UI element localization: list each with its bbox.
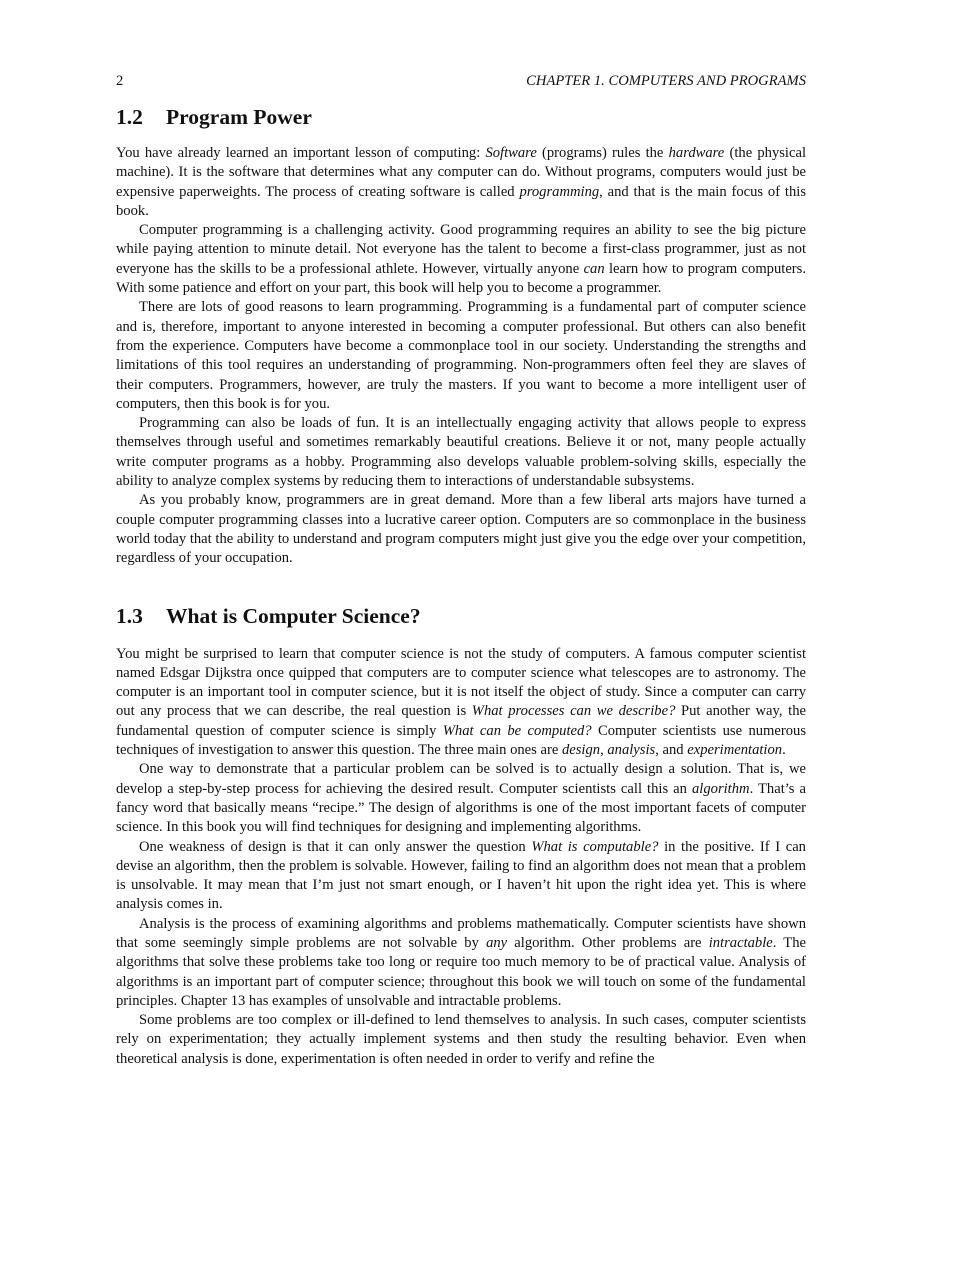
section-heading bbox=[116, 104, 806, 130]
text-run: (programs) rules the bbox=[536, 145, 669, 161]
section-program-power bbox=[116, 104, 806, 569]
text-run: in the positive. If I can devise an algorithm, then the problem is solvable. However, failing to find an algorithm does not mean that a problem is unsolvable. It may mean that I’m just not smart enough, or I haven’t hit upon the right idea yet. This is where analysis comes in. bbox=[116, 838, 806, 913]
text-run: One way to demonstrate that a particular problem can be solved is to actually design a solution. That is, we develop a step-by-step process for achieving the desired result. Computer scientists call this an bbox=[116, 761, 806, 797]
text-run: Computer scientists use numerous techniques of investigation to answer this question. The three main ones are bbox=[116, 722, 807, 759]
emphasized-text: What processes can we describe? bbox=[471, 703, 676, 720]
section-what-is-computer-science bbox=[116, 603, 806, 1070]
text-run: , and bbox=[655, 742, 688, 759]
text-run: . That’s a fancy word that basically means “recipe.” The design of algorithms is one of the most important facets of computer science. In this book you will find techniques for designing and implementing algorithms. bbox=[116, 780, 807, 836]
body-paragraph bbox=[116, 414, 806, 491]
text-run: There are lots of good reasons to learn programming. Programming is a fundamental part of computer science and is, therefore, important to anyone interested in becoming a computer professional. But others can also benefit from the experience. Computers have become a commonplace tool in our society. Understanding the strengths and limitations of this tool requires an understanding of programming. Non-programmers often feel they are slaves of their computers. Programmers, however, are truly the masters. If you want to become a more intelligent user of computers, then this book is for you. bbox=[116, 299, 806, 412]
emphasized-text: experimentation bbox=[687, 742, 783, 759]
text-run: Analysis is the process of examining algorithms and problems mathematically. Computer scientists have shown that some seemingly simple problems are not solvable by bbox=[116, 915, 806, 951]
section-number: 1.2 bbox=[116, 105, 143, 129]
emphasized-text: algorithm bbox=[692, 780, 750, 797]
section-heading bbox=[116, 603, 806, 629]
text-run: , bbox=[600, 742, 608, 759]
body-paragraph bbox=[116, 491, 806, 568]
text-run: Put another way, the fundamental question of computer science is simply bbox=[116, 703, 806, 739]
emphasized-text: intractable bbox=[708, 934, 773, 951]
body-paragraph bbox=[116, 760, 806, 837]
chapter-title: CHAPTER 1. COMPUTERS AND PROGRAMS bbox=[526, 73, 806, 89]
emphasized-text: any bbox=[486, 934, 508, 951]
emphasized-text: programming bbox=[519, 183, 600, 200]
section-body bbox=[116, 645, 806, 1070]
page-number: 2 bbox=[116, 73, 124, 89]
body-paragraph bbox=[116, 298, 806, 414]
text-run: Programming can also be loads of fun. It is an intellectually engaging activity that allows people to express themselves through useful and sometimes remarkably beautiful creations. Believe it or not, many people actually write computer programs as a hobby. Programming also develops valuable problem-solving skills, especially the ability to analyze complex systems by reducing them to interactions of understandable subsystems. bbox=[116, 415, 806, 490]
emphasized-text: can bbox=[583, 260, 605, 277]
body-paragraph bbox=[116, 1011, 806, 1069]
body-paragraph bbox=[116, 221, 806, 298]
section-title: What is Computer Science? bbox=[166, 603, 421, 628]
body-paragraph bbox=[116, 915, 806, 1011]
text-run: Some problems are too complex or ill-defined to lend themselves to analysis. In such cases, computer scientists rely on experimentation; they actually implement systems and then study the resulting behavior. Even when theoretical analysis is done, experimentation is often needed in order to verify and refine the bbox=[116, 1012, 806, 1067]
text-run: One weakness of design is that it can only answer the question bbox=[139, 838, 532, 855]
body-paragraph bbox=[116, 838, 806, 915]
section-body bbox=[116, 144, 806, 569]
running-header bbox=[116, 72, 806, 94]
text-run: As you probably know, programmers are in great demand. More than a few liberal arts majors have turned a couple computer programming classes into a lucrative career option. Computers are so commonplace in the business world today that the ability to understand and program computers might just give you the edge over your competition, regardless of your occupation. bbox=[116, 492, 806, 567]
body-paragraph bbox=[116, 144, 806, 221]
emphasized-text: What can be computed? bbox=[442, 722, 592, 739]
text-run: learn how to program computers. With some patience and effort on your part, this book will help you to become a programmer. bbox=[116, 260, 806, 297]
text-run: . The algorithms that solve these problems take too long or require too much memory to be of practical value. Analysis of algorithms is an important part of computer science; throughout this book we will touch on some of the fundamental principles. Chapter 13 has examples of unsolvable and intractable problems. bbox=[116, 934, 806, 1009]
emphasized-text: What is computable? bbox=[531, 838, 659, 855]
section-number: 1.3 bbox=[116, 603, 143, 628]
text-run: (the physical machine). It is the software that determines what any computer can do. Without programs, computers would just be expensive paperweights. The process of creating software is called bbox=[116, 145, 806, 200]
body-paragraph bbox=[116, 645, 806, 761]
text-run: , and that is the main focus of this book. bbox=[116, 183, 806, 219]
emphasized-text: hardware bbox=[668, 145, 725, 161]
emphasized-text: analysis bbox=[607, 742, 656, 759]
text-run: Computer programming is a challenging activity. Good programming requires an ability to see the big picture while paying attention to minute detail. Not everyone has the talent to become a first-class programmer, just as not everyone has the skills to be a professional athlete. However, virtually anyone bbox=[116, 222, 806, 277]
section-title: Program Power bbox=[166, 105, 312, 129]
text-run: . bbox=[782, 742, 786, 759]
text-run: You might be surprised to learn that computer science is not the study of computers. A famous computer scientist named Edsgar Dijkstra once quipped that computers are to computer science what telescopes are to astronomy. The computer is an important tool in computer science, but it is not itself the object of study. Since a computer can carry out any process that we can describe, the real question is bbox=[116, 645, 806, 720]
document-page bbox=[116, 72, 806, 1069]
text-run: algorithm. Other problems are bbox=[507, 934, 709, 951]
emphasized-text: Software bbox=[485, 145, 537, 161]
text-run: You have already learned an important lesson of computing: bbox=[116, 145, 486, 161]
emphasized-text: design bbox=[561, 742, 601, 759]
